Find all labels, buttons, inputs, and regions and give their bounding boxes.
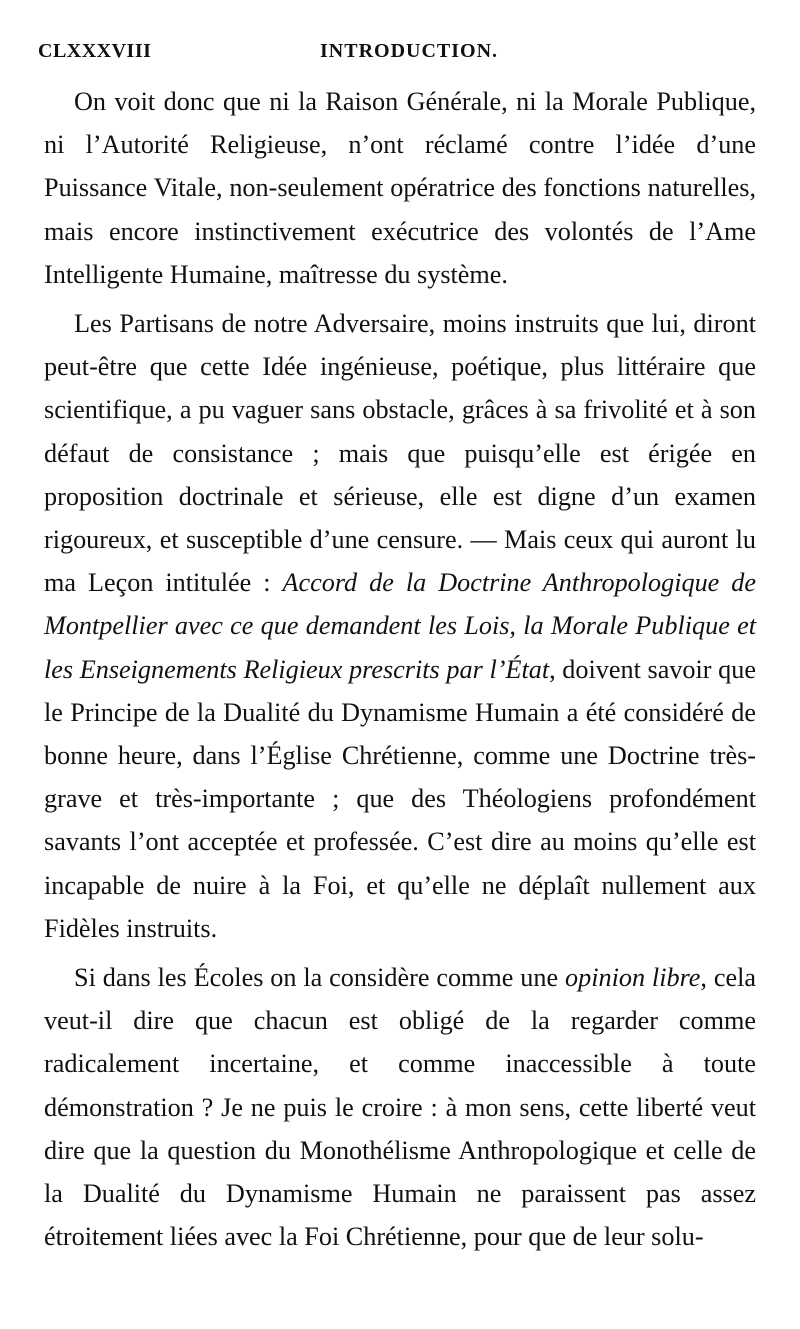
page-header <box>38 40 762 70</box>
text-segment: , doivent savoir que le Principe de la Dualité du Dynamisme Humain a été considéré de bonne heure, dans l’Église Chrétienne, comme une Doctrine très-grave et très-importante ; que des Théologiens profondément savants l’ont acceptée et professée. C’est dire au moins qu’elle est incapable de nuire à la Foi, et qu’elle ne déplaît nullement aux Fidèles instruits. <box>44 654 756 943</box>
paragraph <box>44 80 756 296</box>
running-title: INTRODUCTION. <box>320 40 499 62</box>
page-number: CLXXXVIII <box>38 40 152 62</box>
paragraph <box>44 956 756 1258</box>
text-segment: Les Partisans de notre Adversaire, moins instruits que lui, diront peut-être que cette Idée ingénieuse, poétique, plus littéraire que scientifique, a pu vaguer sans obstacle, grâces à sa frivolité et à son défaut de consistance ; mais que puisqu’elle est érigée en proposition doctrinale et sérieuse, elle est digne d’un examen rigoureux, et susceptible d’une censure. — Mais ceux qui auront lu ma Leçon intitulée : <box>44 309 756 598</box>
italic-phrase: opinion libre <box>565 963 701 993</box>
paragraph <box>44 302 756 950</box>
body-text <box>44 80 756 1258</box>
italic-title: Accord de la Doctrine Anthropologique de Montpellier avec ce que demandent les Lois, la Morale Publique et les Enseignements Religieux prescrits par l’État <box>44 568 757 684</box>
text-segment: Si dans les Écoles on la considère comme une <box>74 963 566 993</box>
text-segment: On voit donc que ni la Raison Générale, ni la Morale Publique, ni l’Autorité Religieuse, n’ont réclamé contre l’idée d’une Puissance Vitale, non-seulement opératrice des fonctions naturelles, mais encore instinctivement exécutrice des volontés de l’Ame Intelligente Humaine, maîtresse du système. <box>44 87 756 289</box>
text-segment: , cela veut-il dire que chacun est obligé de la regarder comme radicalement incertaine, et comme inaccessible à toute démonstration ? Je ne puis le croire : à mon sens, cette liberté veut dire que la question du Monothélisme Anthropologique et celle de la Dualité du Dynamisme Humain ne paraissent pas assez étroitement liées avec la Foi Chrétienne, pour que de leur solu- <box>44 963 756 1252</box>
